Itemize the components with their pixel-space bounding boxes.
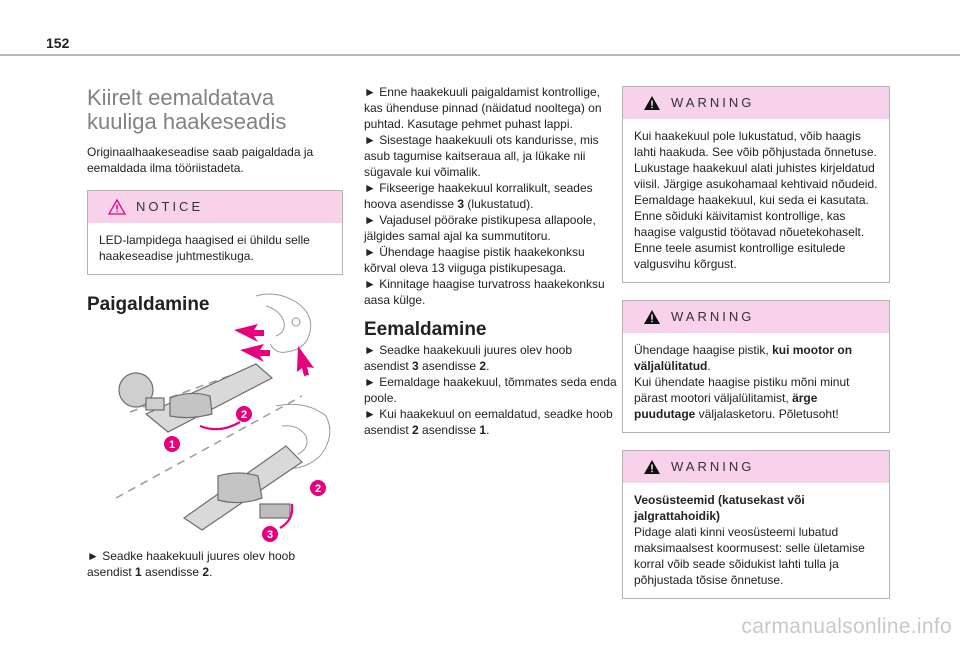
page-number: 152	[46, 35, 70, 51]
warning-2-d: väljalasketoru. Põletusoht!	[695, 407, 839, 421]
warning-3-text: Pidage alati kinni veosüsteemi lubatud maksimaalsest koormusest: selle ületamise korral võib seade sõidukist lahti tulla ja põhjustada tõsise õnnetuse.	[634, 525, 865, 587]
watermark: carmanualsonline.info	[741, 615, 952, 638]
tow-ball-illustration	[106, 286, 342, 542]
header-rule	[0, 54, 960, 56]
remove-step-1	[364, 342, 618, 374]
column-right	[622, 86, 890, 599]
figure-label-1: 1	[168, 439, 176, 451]
section-title-line1: Kiirelt eemaldatava	[87, 85, 275, 110]
remove-step-3-b: asendisse	[418, 423, 480, 437]
figure-label-2a: 2	[240, 409, 248, 421]
warning-header-1	[623, 87, 889, 119]
notice-box	[87, 190, 343, 275]
remove-step-3	[364, 406, 618, 438]
column-middle	[364, 84, 618, 438]
install-step-5: ► Ühendage haagise pistik haakekonksu kõrval oleva 13 viiguga pistikupesaga.	[364, 245, 585, 275]
warning-text-3	[623, 483, 889, 598]
install-step-3-pos: 3	[457, 197, 465, 211]
install-step-3-text-a: ► Fikseerige haakekuul korralikult, seades hoova asendisse	[364, 181, 593, 211]
remove-step-3-pos-a: 2	[412, 423, 419, 437]
caption-text-c: .	[209, 565, 213, 579]
warning-3-bold: Veosüsteemid (katusekast või jalgrattahoidik)	[634, 493, 805, 523]
warning-box-3	[622, 450, 890, 599]
notice-warning-icon	[108, 199, 126, 215]
caption-text-b: asendisse	[141, 565, 203, 579]
remove-step-1-b: asendisse	[418, 359, 480, 373]
install-step-6: ► Kinnitage haagise turvatross haakekonksu aasa külge.	[364, 277, 605, 307]
warning-header-2	[623, 301, 889, 333]
install-step-3	[364, 180, 618, 212]
remove-step-1-pos-b: 2	[479, 359, 487, 373]
remove-step-2: ► Eemaldage haakekuul, tõmmates seda enda poole.	[364, 375, 617, 405]
intro-text: Originaalhaakeseadise saab paigaldada ja eemaldada ilma tööriistadeta.	[87, 145, 314, 175]
remove-step-1-a: ► Seadke haakekuuli juures olev hoob asendist	[364, 343, 573, 373]
remove-step-3-pos-b: 1	[479, 423, 487, 437]
notice-header	[88, 191, 342, 223]
figure-label-2b: 2	[314, 483, 322, 495]
warning-2-b: .	[707, 359, 711, 373]
warning-label-1: WARNING	[671, 95, 755, 110]
remove-heading: Eemaldamine	[364, 319, 487, 340]
warning-icon	[643, 459, 661, 475]
figure-caption	[87, 548, 343, 580]
warning-box-2	[622, 300, 890, 433]
warning-label-2: WARNING	[671, 309, 755, 324]
install-step-1: ► Enne haakekuuli paigaldamist kontrollige, kas ühenduse pinnad (näidatud nooltega) on puhtad. Kasutage pehmet puhast lappi.	[364, 85, 602, 131]
remove-step-1-pos-a: 3	[412, 359, 419, 373]
remove-step-3-c: .	[486, 423, 490, 437]
warning-icon	[643, 309, 661, 325]
remove-step-3-a: ► Kui haakekuul on eemaldatud, seadke hoob asendist	[364, 407, 613, 437]
warning-icon	[643, 95, 661, 111]
install-heading: Paigaldamine	[87, 294, 210, 315]
warning-2-bold-b: ärge puudutage	[634, 391, 818, 421]
figure-label-3: 3	[266, 529, 274, 541]
notice-text: LED-lampidega haagised ei ühildu selle haakeseadise juhtmestikuga.	[99, 233, 310, 263]
warning-box-1	[622, 86, 890, 283]
caption-pos-1: 1	[135, 565, 142, 579]
caption-pos-2: 2	[202, 565, 210, 579]
warning-2-c: Kui ühendate haagise pistiku mõni minut pärast mootori väljalülitamist,	[634, 375, 850, 405]
install-step-2: ► Sisestage haakekuuli ots kandurisse, mis asub tagumise kaitseraua all, ja lükake nii sügavale kui võimalik.	[364, 133, 599, 179]
warning-header-3	[623, 451, 889, 483]
caption-text-a: ► Seadke haakekuuli juures olev hoob asendist	[87, 549, 296, 579]
warning-2-a: Ühendage haagise pistik,	[634, 343, 773, 357]
warning-text-2	[623, 333, 889, 432]
warning-label-3: WARNING	[671, 459, 755, 474]
warning-2-bold-a: kui mootor on väljalülitatud	[634, 343, 853, 373]
notice-label: NOTICE	[136, 199, 204, 214]
install-step-3-text-b: (lukustatud).	[464, 197, 534, 211]
warning-text-1: Kui haakekuul pole lukustatud, võib haagis lahti haakuda. See võib põhjustada õnnetuse. Lukustage haakekuul alati juhistes kirjeldatud viisil. Järgige asukohamaal kehtivaid nõudeid. Eemaldage haakekuul, kui seda ei kasutata. Enne sõiduki käivitamist kontrollige, kas haagise valgustid töötavad nõuetekohaselt. Enne teele asumist kontrollige esitulede valgusvihu kõrgust.	[634, 129, 878, 271]
section-title-line2: kuuliga haakeseadis	[87, 109, 287, 134]
install-step-4: ► Vajadusel pöörake pistikupesa allapoole, jälgides samal ajal ka summutitoru.	[364, 213, 596, 243]
remove-step-1-c: .	[486, 359, 490, 373]
column-left	[87, 86, 343, 313]
section-title	[87, 86, 343, 134]
